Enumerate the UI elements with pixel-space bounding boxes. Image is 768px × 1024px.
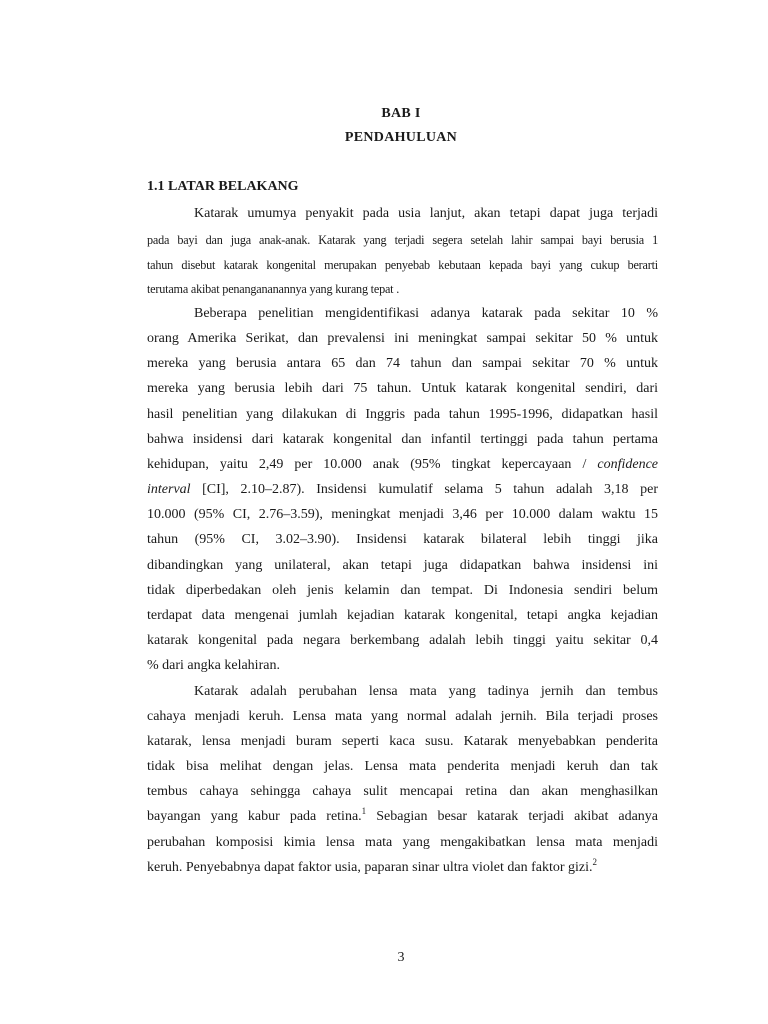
text-line: katarak kongenital pada negara berkembang adalah lebih tinggi yaitu sekitar 0,4 <box>147 633 658 648</box>
chapter-number: BAB I <box>381 106 421 121</box>
text-line: orang Amerika Serikat, dan prevalensi ini meningkat sampai sekitar 50 % untuk <box>147 331 658 346</box>
text-line: bahwa insidensi dari katarak kongenital dan infantil tertinggi pada tahun pertama <box>147 432 658 447</box>
text-line: pada bayi dan juga anak-anak. Katarak yang terjadi segera setelah lahir sampai bayi berusia 1 <box>147 233 658 247</box>
text-line: tidak diperbedakan oleh jenis kelamin dan tempat. Di Indonesia sendiri belum <box>147 583 658 598</box>
text-line <box>147 480 658 500</box>
text-segment: kehidupan, yaitu 2,49 per 10.000 anak (95% tingkat kepercayaan / <box>147 457 587 472</box>
text-line: dibandingkan yang unilateral, akan tetapi juga didapatkan bahwa insidensi ini <box>147 558 658 573</box>
text-line: Katarak adalah perubahan lensa mata yang tadinya jernih dan tembus <box>194 684 658 699</box>
italic-term: confidence <box>597 457 658 472</box>
text-line: mereka yang berusia lebih dari 75 tahun. Untuk katarak kongenital sendiri, dari <box>147 381 658 396</box>
text-line: terdapat data mengenai jumlah kejadian katarak kongenital, tetapi angka kejadian <box>147 608 658 623</box>
text-line: Beberapa penelitian mengidentifikasi adanya katarak pada sekitar 10 % <box>194 306 658 321</box>
page-number: 3 <box>397 950 405 965</box>
text-line: Katarak umumya penyakit pada usia lanjut, akan tetapi dapat juga terjadi <box>194 206 658 221</box>
footnote-ref: 1 <box>361 807 367 816</box>
text-line: mereka yang berusia antara 65 dan 74 tahun dan sampai sekitar 70 % untuk <box>147 356 658 371</box>
text-segment: Sebagian besar katarak terjadi akibat adanya <box>376 809 658 824</box>
text-segment: keruh. Penyebabnya dapat faktor usia, paparan sinar ultra violet dan faktor gizi. <box>147 860 593 875</box>
section-heading: 1.1 LATAR BELAKANG <box>147 179 299 194</box>
text-line <box>147 455 658 475</box>
italic-term: interval <box>147 482 191 497</box>
text-line: hasil penelitian yang dilakukan di Inggris pada tahun 1995-1996, didapatkan hasil <box>147 407 658 422</box>
text-line: terutama akibat penangananannya yang kurang tepat . <box>147 282 400 296</box>
text-segment: bayangan yang kabur pada retina. <box>147 809 362 824</box>
text-line: 10.000 (95% CI, 2.76–3.59), meningkat menjadi 3,46 per 10.000 dalam waktu 15 <box>147 507 658 522</box>
footnote-ref: 2 <box>592 858 598 867</box>
text-line: % dari angka kelahiran. <box>147 658 280 673</box>
text-line: tidak bisa melihat dengan jelas. Lensa mata penderita menjadi keruh dan tak <box>147 759 658 774</box>
chapter-title: PENDAHULUAN <box>344 130 458 145</box>
text-line: katarak, lensa menjadi buram seperti kaca susu. Katarak menyebabkan penderita <box>147 734 658 749</box>
text-line: tembus cahaya sehingga cahaya sulit mencapai retina dan akan menghasilkan <box>147 784 658 799</box>
text-line <box>147 807 658 827</box>
text-line: tahun (95% CI, 3.02–3.90). Insidensi katarak bilateral lebih tinggi jika <box>147 532 658 547</box>
text-line: tahun disebut katarak kongenital merupakan penyebab kebutaan kepada bayi yang cukup berarti <box>147 258 658 272</box>
text-segment: [CI], 2.10–2.87). Insidensi kumulatif selama 5 tahun adalah 3,18 per <box>202 482 658 497</box>
text-line: perubahan komposisi kimia lensa mata yang mengakibatkan lensa mata menjadi <box>147 835 658 850</box>
text-line: cahaya menjadi keruh. Lensa mata yang normal adalah jernih. Bila terjadi proses <box>147 709 658 724</box>
text-line <box>147 858 658 878</box>
